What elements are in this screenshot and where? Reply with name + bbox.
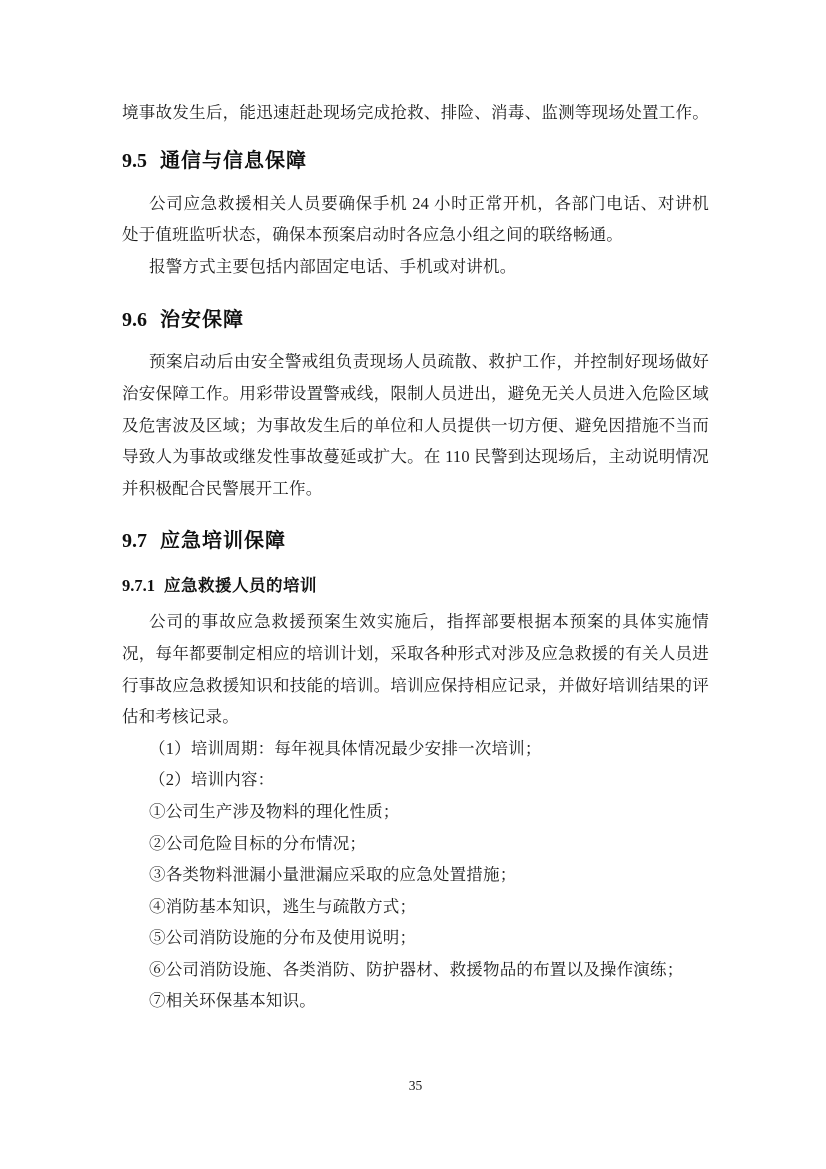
paragraph-line: 行事故应急救援知识和技能的培训。培训应保持相应记录，并做好培训结果的评 bbox=[122, 675, 709, 695]
list-item: ②公司危险目标的分布情况； bbox=[149, 833, 367, 853]
section-heading-9-7 bbox=[122, 528, 709, 554]
list-item: ③各类物料泄漏小量泄漏应采取的应急处置措施； bbox=[149, 865, 517, 885]
paragraph-line: 处于值班监听状态，确保本预案启动时各应急小组之间的联络畅通。 bbox=[122, 225, 623, 245]
paragraph-alarm-line: 报警方式主要包括内部固定电话、手机或对讲机。 bbox=[149, 256, 517, 276]
list-item: ⑦相关环保基本知识。 bbox=[149, 991, 316, 1011]
paragraph-line: 公司的事故应急救援预案生效实施后，指挥部要根据本预案的具体实施情 bbox=[149, 612, 709, 632]
section-heading-9-6 bbox=[122, 307, 709, 333]
paragraph-training bbox=[122, 606, 709, 732]
section-title: 应急培训保障 bbox=[160, 530, 286, 553]
subsection-heading-9-7-1 bbox=[122, 574, 709, 598]
subsection-number: 9.7.1 bbox=[122, 576, 155, 596]
section-number: 9.5 bbox=[122, 149, 147, 172]
page-number: 35 bbox=[408, 1078, 423, 1093]
section-title: 通信与信息保障 bbox=[160, 149, 307, 172]
paragraph-line: 预案启动后由安全警戒组负责现场人员疏散、救护工作，并控制好现场做好 bbox=[149, 352, 709, 372]
section-title: 治安保障 bbox=[160, 309, 244, 332]
section-heading-9-5 bbox=[122, 148, 709, 174]
list-item: ⑥公司消防设施、各类消防、防护器材、救援物品的布置以及操作演练； bbox=[149, 959, 684, 979]
section-number: 9.6 bbox=[122, 309, 147, 332]
paragraph-line: 导致人为事故或继发性事故蔓延或扩大。在 110 民警到达现场后，主动说明情况 bbox=[122, 447, 709, 467]
section-number: 9.7 bbox=[122, 530, 147, 553]
paragraph-communication bbox=[122, 188, 709, 251]
paragraph-line: 并积极配合民警展开工作。 bbox=[122, 478, 323, 498]
paragraph-security bbox=[122, 346, 709, 504]
paragraph-line: 及危害波及区域；为事故发生后的单位和人员提供一切方便、避免因措施不当而 bbox=[122, 415, 709, 435]
list-item-period: （1）培训周期：每年视具体情况最少安排一次培训； bbox=[149, 738, 542, 758]
continued-paragraph-line: 境事故发生后，能迅速赶赴现场完成抢救、排险、消毒、监测等现场处置工作。 bbox=[122, 103, 709, 122]
paragraph-line: 估和考核记录。 bbox=[122, 707, 239, 727]
list-item-content: （2）培训内容： bbox=[149, 770, 275, 790]
paragraph-line: 况，每年都要制定相应的培训计划，采取各种形式对涉及应急救援的有关人员进 bbox=[122, 643, 709, 663]
training-list bbox=[122, 733, 709, 1017]
list-item: ④消防基本知识，逃生与疏散方式； bbox=[149, 896, 417, 916]
paragraph-line: 治安保障工作。用彩带设置警戒线，限制人员进出，避免无关人员进入危险区域 bbox=[122, 383, 709, 403]
list-item: ①公司生产涉及物料的理化性质； bbox=[149, 801, 400, 821]
subsection-title: 应急救援人员的培训 bbox=[164, 577, 317, 596]
paragraph-line: 公司应急救援相关人员要确保手机 24 小时正常开机，各部门电话、对讲机 bbox=[149, 193, 709, 213]
list-item: ⑤公司消防设施的分布及使用说明； bbox=[149, 928, 417, 948]
